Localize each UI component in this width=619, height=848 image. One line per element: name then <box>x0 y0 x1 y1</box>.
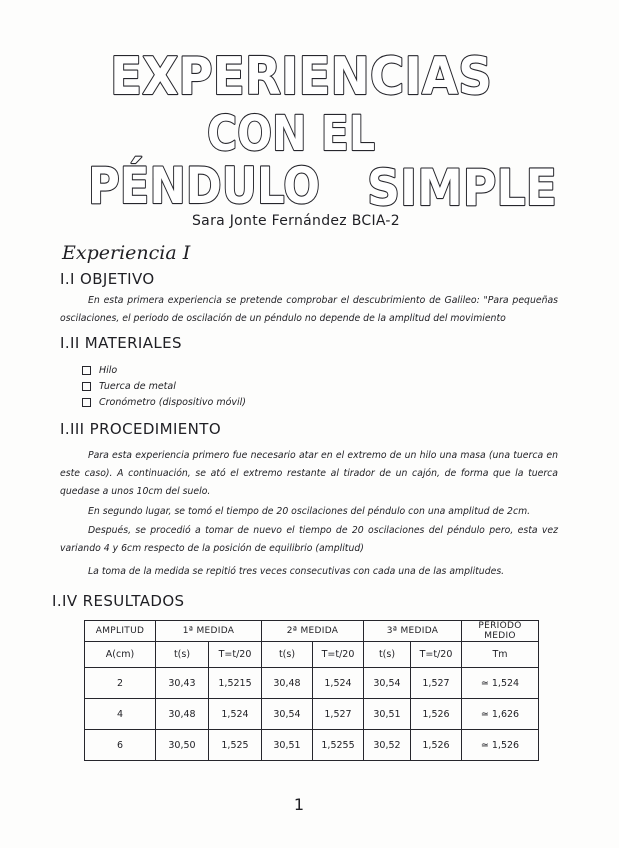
title-word-simple: SIMPLE <box>367 159 557 217</box>
header-medida-3: 3ª MEDIDA <box>364 621 462 642</box>
table-cell: 30,51 <box>364 699 411 730</box>
table-cell: 1,5215 <box>209 668 262 699</box>
table-cell: 1,524 <box>209 699 262 730</box>
table-cell: 30,50 <box>156 730 209 761</box>
bubble-title <box>0 0 619 240</box>
experience-heading: Experiencia I <box>62 242 191 264</box>
subheader-cell: Tm <box>462 642 539 668</box>
title-line-con-el: CON EL <box>207 106 375 162</box>
table-cell: 1,5255 <box>313 730 364 761</box>
table-cell: ≃ 1,626 <box>462 699 539 730</box>
page-number: 1 <box>293 795 305 814</box>
procedimiento-paragraph-4: La toma de la medida se repitió tres veces consecutivas con cada una de las amplitudes. <box>88 566 505 577</box>
table-cell: 1,526 <box>411 699 462 730</box>
table-cell: 4 <box>85 699 156 730</box>
table-cell: 30,48 <box>156 699 209 730</box>
header-periodo-medio: PERIODO MEDIO <box>462 621 539 642</box>
header-amplitud: AMPLITUD <box>85 621 156 642</box>
table-header-row <box>85 621 539 642</box>
subheader-cell: T=t/20 <box>209 642 262 668</box>
subheader-cell: t(s) <box>262 642 313 668</box>
table-cell: 30,51 <box>262 730 313 761</box>
table-cell: 1,524 <box>313 668 364 699</box>
checkbox-icon <box>82 382 91 391</box>
table-cell: 1,525 <box>209 730 262 761</box>
table-cell: 2 <box>85 668 156 699</box>
section-materiales-heading: I.II MATERIALES <box>60 334 182 352</box>
header-medida-1: 1ª MEDIDA <box>156 621 262 642</box>
subheader-cell: T=t/20 <box>411 642 462 668</box>
table-cell: ≃ 1,526 <box>462 730 539 761</box>
table-subheader-row <box>85 642 539 668</box>
section-procedimiento-heading: I.III PROCEDIMIENTO <box>60 420 222 438</box>
checkbox-icon <box>82 398 91 407</box>
list-item: Cronómetro (dispositivo móvil) <box>82 394 246 410</box>
subheader-cell: t(s) <box>364 642 411 668</box>
objetivo-paragraph: En esta primera experiencia se pretende comprobar el descubrimiento de Galileo: "Para pequeñas oscilaciones, el periodo de oscilación de un péndulo no depende de la amplitud del movimiento <box>60 295 558 324</box>
title-line-experiencias: EXPERIENCIAS <box>110 47 492 107</box>
section-resultados-heading: I.IV RESULTADOS <box>52 592 185 610</box>
header-medida-2: 2ª MEDIDA <box>262 621 364 642</box>
table-cell: 1,527 <box>313 699 364 730</box>
procedimiento-paragraph-1: Para esta experiencia primero fue necesario atar en el extremo de un hilo una masa (una tuerca en este caso). A continuación, se ató el extremo restante al tirador de un cajón, de forma que la tuerca quedase a unos 10cm del suelo. <box>60 450 558 497</box>
procedimiento-paragraph-3: Después, se procedió a tomar de nuevo el tiempo de 20 oscilaciones del péndulo pero, esta vez variando 4 y 6cm respecto de la posición de equilibrio (amplitud) <box>60 525 558 554</box>
list-item: Hilo <box>82 362 246 378</box>
table-row <box>85 668 539 699</box>
list-item: Tuerca de metal <box>82 378 246 394</box>
subheader-cell: T=t/20 <box>313 642 364 668</box>
table-cell: 30,43 <box>156 668 209 699</box>
table-cell: 1,526 <box>411 730 462 761</box>
table-cell: 30,54 <box>364 668 411 699</box>
section-objetivo-heading: I.I OBJETIVO <box>60 270 155 288</box>
materials-list <box>82 362 246 410</box>
checkbox-icon <box>82 366 91 375</box>
results-table <box>84 620 539 761</box>
table-row <box>85 730 539 761</box>
procedimiento-paragraph-2: En segundo lugar, se tomó el tiempo de 20 oscilaciones del péndulo con una amplitud de 2cm. <box>88 506 531 517</box>
table-cell: ≃ 1,524 <box>462 668 539 699</box>
author-line: Sara Jonte Fernández BCIA-2 <box>192 213 400 229</box>
subheader-cell: t(s) <box>156 642 209 668</box>
table-row <box>85 699 539 730</box>
table-cell: 1,527 <box>411 668 462 699</box>
title-word-pendulo: PÉNDULO <box>88 157 356 215</box>
table-cell: 30,52 <box>364 730 411 761</box>
table-cell: 30,54 <box>262 699 313 730</box>
table-cell: 30,48 <box>262 668 313 699</box>
subheader-cell: A(cm) <box>85 642 156 668</box>
table-cell: 6 <box>85 730 156 761</box>
